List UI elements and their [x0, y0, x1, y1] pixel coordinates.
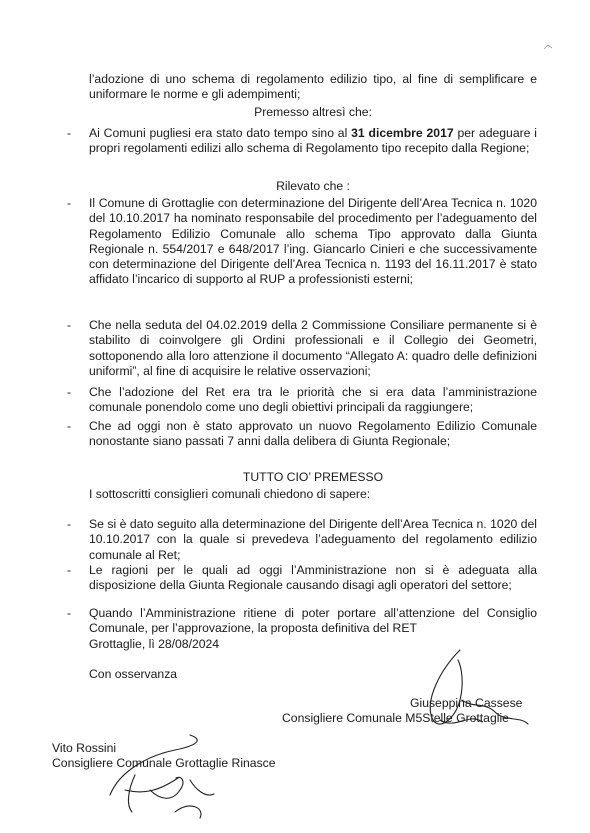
request-item: Le ragioni per le quali ad oggi l’Amministrazione non si è adeguata alla disposizione della Giunta Regionale causando disagi agli operatori del settore; — [89, 563, 537, 593]
signatory-2-role: Consigliere Comunale Grottaglie Rinasce — [52, 756, 276, 770]
list-bullet: - — [67, 318, 72, 332]
intro-paragraph: l’adozione di uno schema di regolamento edilizio tipo, al fine di semplificare e uniformare le norme e gli adempimenti; — [89, 72, 537, 102]
list-bullet: - — [67, 196, 72, 210]
request-intro: I sottoscritti consiglieri comunali chiedono di sapere: — [89, 487, 371, 501]
closing-salutation: Con osservanza — [89, 667, 178, 681]
place-date: Grottaglie, lì 28/08/2024 — [89, 637, 220, 651]
deadline-date: 31 dicembre 2017 — [351, 126, 454, 140]
rilevato-item: Il Comune di Grottaglie con determinazione del Dirigente dell’Area Tecnica n. 1020 del 10.10.2017 ha nominato responsabile del procedimento per l’adeguamento del Regolamento Edilizio Comunale allo schema Tipo approvato dalla Giunta Regionale n. 554/2017 e 648/2017 l’ing. Giancarlo Cinieri e che successivamente con determinazione del Dirigente dell’Area Tecnica n. 1193 del 16.11.2017 è stato affidato l’incarico di supporto al RUP a professionisti esterni; — [89, 196, 537, 287]
request-item: Se si è dato seguito alla determinazione del Dirigente dell’Area Tecnica n. 1020 del 10.10.2017 con la quale si prevedeva l’adeguamento del regolamento edilizio comunale al Ret; — [89, 517, 537, 562]
list-bullet: - — [67, 385, 72, 399]
signatory-2-name: Vito Rossini — [52, 741, 117, 755]
signatory-1-name: Giuseppina Cassese — [410, 696, 523, 710]
signatory-1-role: Consigliere Comunale M5Stelle Grottaglie — [282, 711, 509, 725]
list-bullet: - — [67, 517, 72, 531]
list-bullet: - — [67, 606, 72, 620]
rilevato-item: Che ad oggi non è stato approvato un nuovo Regolamento Edilizio Comunale nonostante siano passati 7 anni dalla delibera di Giunta Regionale; — [89, 419, 537, 449]
premesso-item-text-before: Ai Comuni pugliesi era stato dato tempo sino al — [89, 126, 352, 140]
list-bullet: - — [67, 563, 72, 577]
tutto-premesso-heading: TUTTO CIO’ PREMESSO — [242, 470, 384, 484]
request-item: Quando l’Amministrazione ritiene di poter portare all’attenzione del Consiglio Comunale, per l’approvazione, la proposta definitiva del RET — [89, 606, 537, 636]
rilevato-item: Che nella seduta del 04.02.2019 della 2 Commissione Consiliare permanente si è stabilito di coinvolgere gli Ordini professionali e il Collegio dei Geometri, sottoponendo alla loro attenzione il documento “Allegato A: quadro delle definizioni uniformi”, al fine di acquisire le relative osservazioni; — [89, 318, 537, 378]
premesso-item-text-after: per adeguare i propri regolamenti edilizi allo schema di Regolamento tipo recepito dalla Regione; — [89, 126, 537, 156]
rilevato-heading: Rilevato che : — [276, 179, 350, 193]
rilevato-item: Che l’adozione del Ret era tra le priorità che si era data l’amministrazione comunale ponendolo come uno degli obiettivi principali da raggiungere; — [89, 385, 537, 415]
premesso-item — [89, 126, 537, 157]
premesso-heading: Premesso altresì che: — [254, 105, 372, 119]
list-bullet: - — [67, 419, 72, 433]
corner-mark — [543, 40, 553, 48]
list-bullet: - — [67, 126, 72, 140]
